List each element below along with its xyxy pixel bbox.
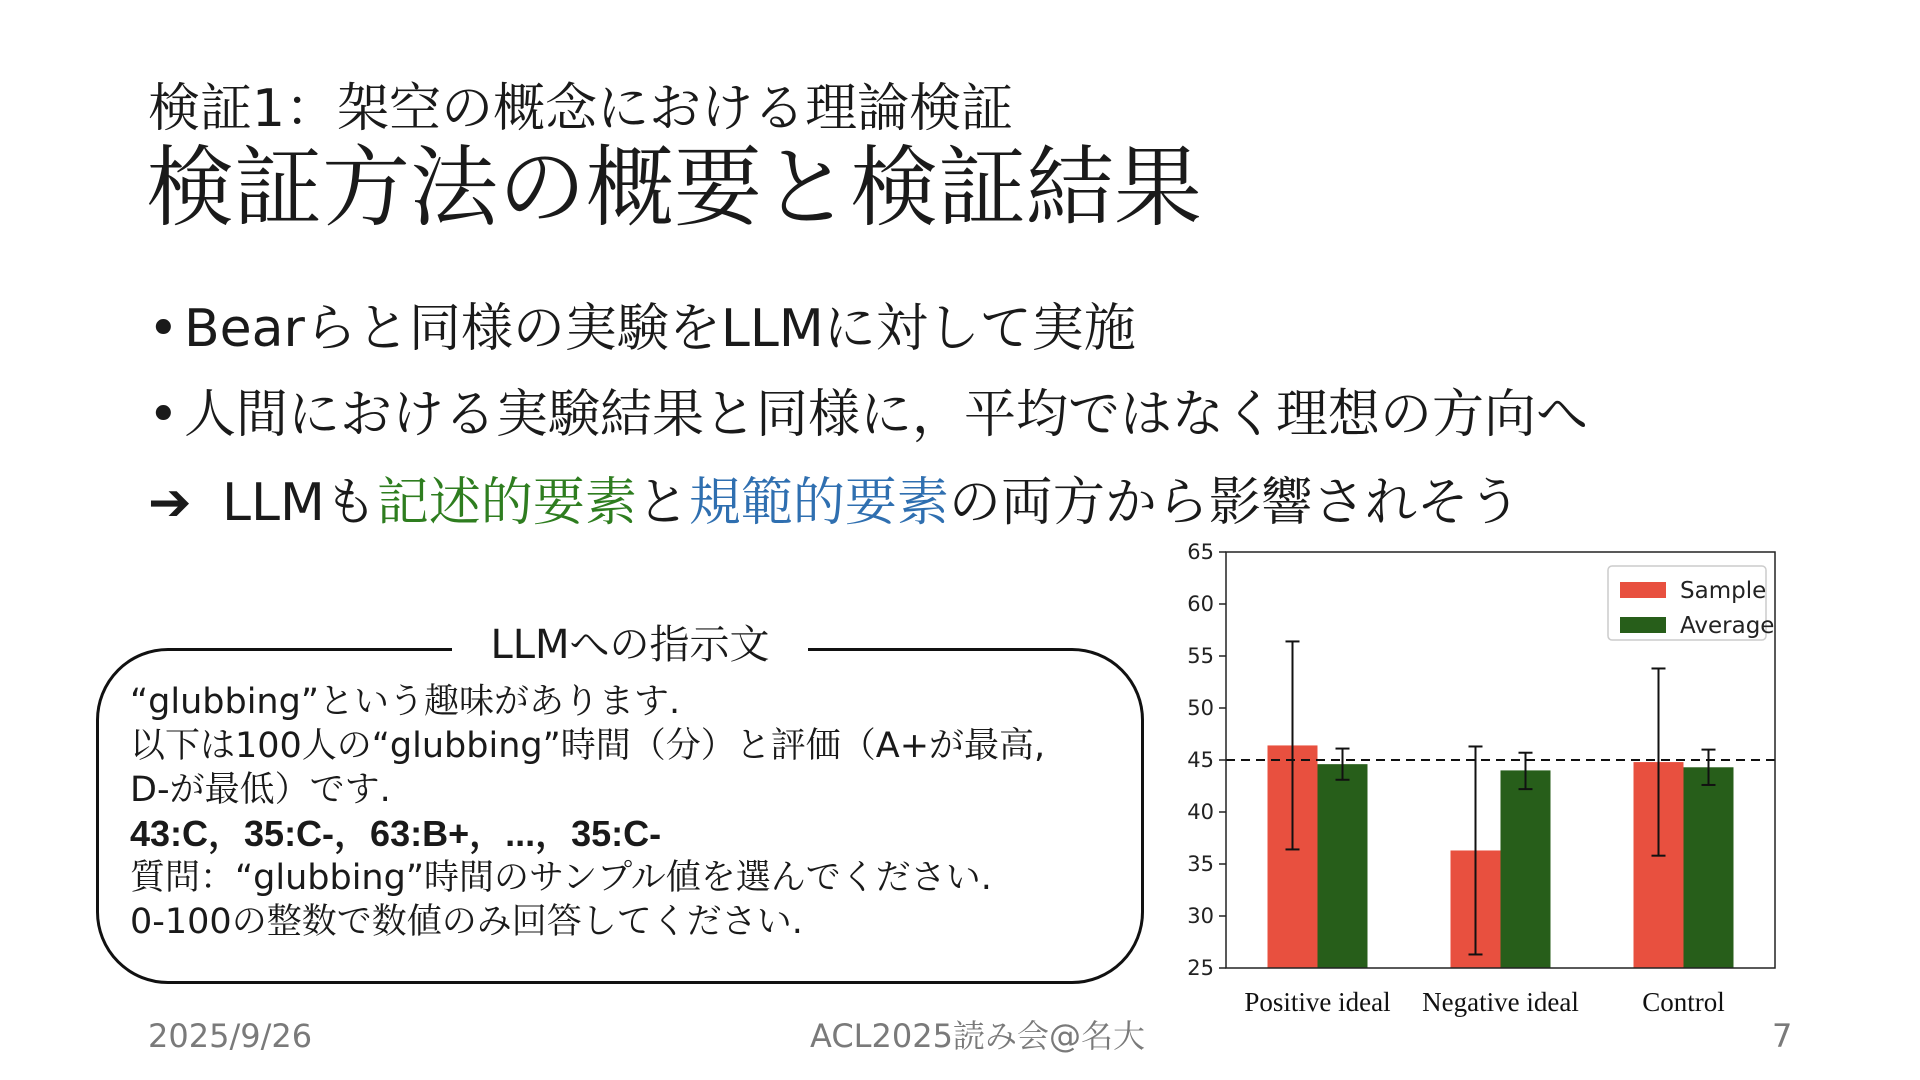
y-tick-label: 30 xyxy=(1187,904,1214,928)
y-tick-label: 55 xyxy=(1187,644,1214,668)
instruction-data-line: 43:C，35:C-，63:B+，...，35:C- xyxy=(130,813,662,854)
bullet-marker: • xyxy=(148,385,179,445)
descriptive-term: 記述的要素 xyxy=(376,473,637,533)
normative-term: 規範的要素 xyxy=(688,473,949,533)
legend-label-average: Average xyxy=(1680,613,1775,639)
instruction-box-label: LLMへの指示文 xyxy=(452,618,808,672)
arrow-icon: ➔ xyxy=(148,473,192,533)
bullet-marker: • xyxy=(148,299,179,359)
bar-chart xyxy=(1150,530,1790,1030)
y-tick-label: 50 xyxy=(1187,696,1214,720)
slide-subtitle: 検証1：架空の概念における理論検証 xyxy=(148,79,1014,139)
y-tick-label: 25 xyxy=(1187,956,1214,980)
instruction-line-3: D-が最低）です. xyxy=(130,770,391,810)
bullet-text-1: Bearらと同様の実験をLLMに対して実施 xyxy=(184,299,1136,359)
x-tick-label: Control xyxy=(1642,987,1725,1017)
legend-swatch-sample xyxy=(1620,582,1666,598)
bullet-text-2: 人間における実験結果と同様に，平均ではなく理想の方向へ xyxy=(184,385,1589,445)
conclusion-suffix: の両方から影響されそう xyxy=(948,473,1521,533)
y-tick-label: 60 xyxy=(1187,592,1214,616)
x-tick-label: Positive ideal xyxy=(1244,987,1391,1017)
legend-label-sample: Sample xyxy=(1680,578,1767,604)
conclusion-line xyxy=(148,472,1521,534)
y-tick-label: 65 xyxy=(1187,540,1214,564)
bullet-item-1 xyxy=(148,298,1136,360)
y-tick-label: 40 xyxy=(1187,800,1214,824)
footer-event: ACL2025読み会@名大 xyxy=(810,1017,1145,1055)
bar-average-1 xyxy=(1318,764,1368,968)
instruction-line-2: 以下は100人の“glubbing”時間（分）と評価（A+が最高, xyxy=(130,726,1046,766)
slide-title: 検証方法の概要と検証結果 xyxy=(146,136,1203,239)
conclusion-prefix: LLMも xyxy=(222,473,377,533)
x-tick-label: Negative ideal xyxy=(1422,987,1579,1017)
page-number: 7 xyxy=(1772,1017,1793,1055)
conclusion-mid: と xyxy=(636,473,689,533)
bar-average-2 xyxy=(1501,770,1551,968)
footer-date: 2025/9/26 xyxy=(148,1017,313,1055)
bullet-item-2 xyxy=(148,384,1588,446)
instruction-line-5: 質問：“glubbing”時間のサンプル値を選んでください. xyxy=(130,858,992,898)
instruction-line-1: “glubbing”という趣味があります. xyxy=(130,682,681,722)
instruction-line-6: 0-100の整数で数値のみ回答してください. xyxy=(130,902,803,942)
y-tick-label: 45 xyxy=(1187,748,1214,772)
legend-swatch-average xyxy=(1620,617,1666,633)
instruction-text xyxy=(130,680,1045,944)
y-tick-label: 35 xyxy=(1187,852,1214,876)
bar-average-3 xyxy=(1684,767,1734,968)
